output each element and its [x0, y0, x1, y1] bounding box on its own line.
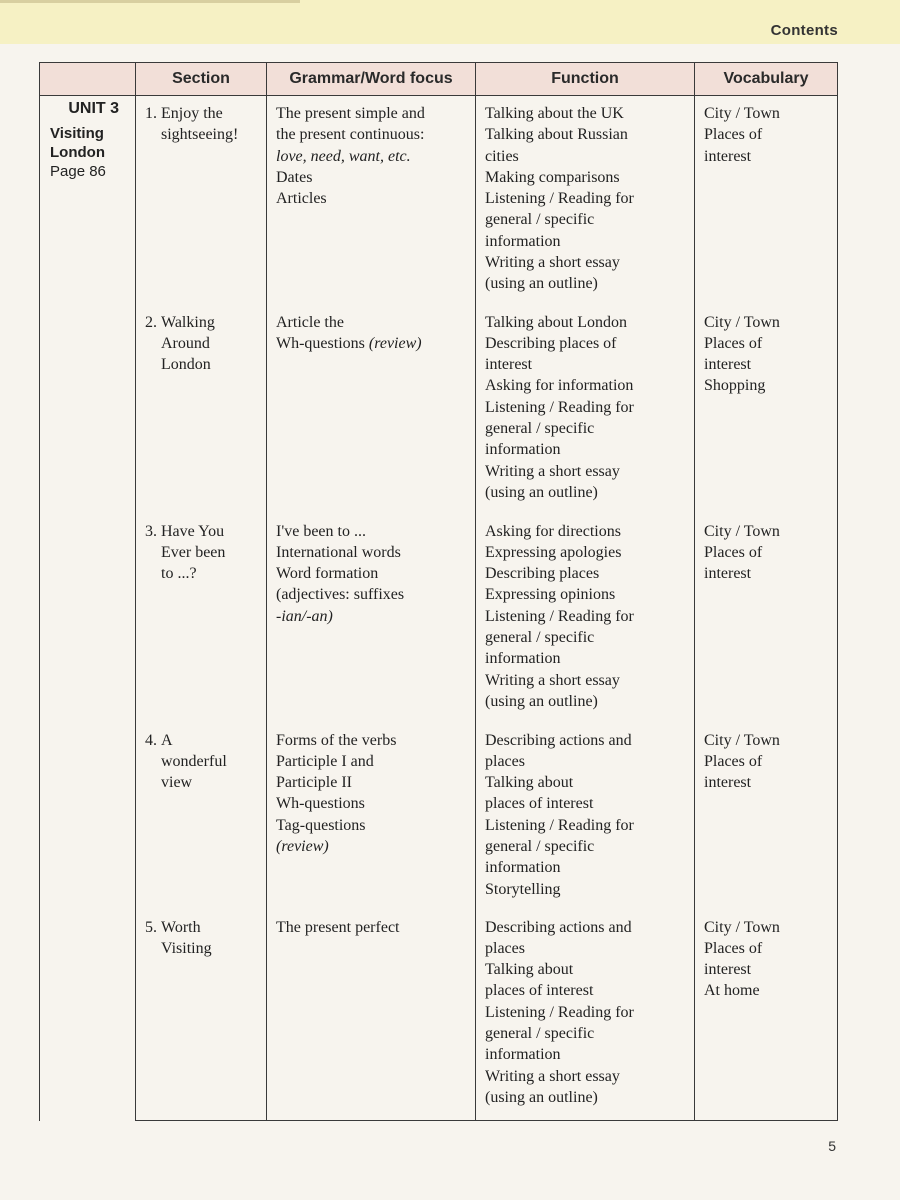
header-section: Section	[136, 63, 267, 96]
function-text	[477, 306, 693, 504]
function-cell	[476, 514, 695, 723]
function-text-line: Writing a short essay	[485, 462, 620, 480]
grammar-text-line: Wh-questions (review)	[276, 334, 422, 352]
function-text-line: Talking about	[485, 774, 574, 792]
section-number: 3.	[145, 522, 157, 540]
grammar-text-line: Articles	[276, 190, 327, 208]
function-text-line: Listening / Reading for	[485, 1003, 634, 1021]
section-title-line: Have You	[161, 522, 225, 540]
vocabulary-cell	[695, 723, 838, 910]
grammar-text-line: -ian/-an)	[276, 607, 333, 625]
section-cell	[136, 723, 267, 910]
function-text-line: general / specific	[485, 211, 595, 229]
header-vocabulary: Vocabulary	[695, 63, 838, 96]
grammar-text-line: (adjectives: suffixes	[276, 586, 405, 604]
section-title-line: Visiting	[161, 939, 212, 957]
function-text-line: interest	[485, 356, 533, 374]
function-text-line: (using an outline)	[485, 692, 598, 710]
grammar-text-line: Tag-questions	[276, 816, 366, 834]
function-text-line: Writing a short essay	[485, 254, 620, 272]
grammar-text	[268, 724, 474, 858]
function-text-line: Listening / Reading for	[485, 398, 634, 416]
header-function: Function	[476, 63, 695, 96]
section-number: 2.	[145, 313, 157, 331]
function-text-line: Making comparisons	[485, 168, 620, 186]
function-text	[477, 97, 693, 295]
header-band	[0, 0, 900, 44]
function-text-line: Describing places	[485, 565, 600, 583]
section-cell	[136, 96, 267, 305]
section-title-line: view	[161, 774, 193, 792]
function-text-line: Asking for directions	[485, 522, 621, 540]
grammar-text-line: love, need, want, etc.	[276, 147, 411, 165]
function-text-line: information	[485, 650, 561, 668]
table-row	[40, 723, 838, 910]
grammar-text-line: The present perfect	[276, 918, 400, 936]
vocabulary-text-line: City / Town	[704, 918, 780, 936]
vocabulary-cell	[695, 96, 838, 305]
grammar-text-line: Article the	[276, 313, 344, 331]
section-number: 5.	[145, 918, 157, 936]
vocabulary-text-line: City / Town	[704, 522, 780, 540]
function-text-line: Describing actions and	[485, 731, 632, 749]
function-text-line: general / specific	[485, 837, 595, 855]
vocabulary-text-line: Places of	[704, 543, 763, 561]
contents-table	[39, 62, 838, 1121]
grammar-text-line: International words	[276, 543, 401, 561]
vocabulary-text-line: interest	[704, 356, 752, 374]
grammar-cell	[267, 723, 476, 910]
grammar-text	[268, 306, 474, 355]
section-title-line: London	[161, 356, 211, 374]
grammar-text-line: (review)	[276, 837, 329, 855]
vocabulary-cell	[695, 910, 838, 1121]
grammar-text-line: I've been to ...	[276, 522, 366, 540]
section-title-line: wonderful	[161, 752, 227, 770]
function-text	[477, 911, 693, 1109]
section-title-line: Walking	[161, 313, 215, 331]
header-unit-column	[40, 63, 136, 96]
vocabulary-text	[696, 724, 836, 794]
vocabulary-text-line: interest	[704, 565, 752, 583]
header-grammar: Grammar/Word focus	[267, 63, 476, 96]
vocabulary-text	[696, 306, 836, 397]
vocabulary-text	[696, 97, 836, 167]
function-text-line: general / specific	[485, 419, 595, 437]
function-text-line: (using an outline)	[485, 275, 598, 293]
vocabulary-text-line: City / Town	[704, 731, 780, 749]
function-text-line: places	[485, 752, 525, 770]
function-text-line: Storytelling	[485, 880, 561, 898]
function-text-line: Talking about the UK	[485, 105, 624, 122]
function-text-line: Expressing opinions	[485, 586, 616, 604]
section-title-line: Around	[161, 334, 210, 352]
section-cell	[136, 514, 267, 723]
vocabulary-cell	[695, 305, 838, 514]
function-text-line: Listening / Reading for	[485, 607, 634, 625]
section-title	[157, 312, 215, 376]
vocabulary-text-line: interest	[704, 774, 752, 792]
table-row	[40, 910, 838, 1121]
grammar-text-line: Dates	[276, 168, 313, 186]
function-text-line: Expressing apologies	[485, 543, 622, 561]
unit-name-line: Visiting	[50, 125, 104, 142]
function-text-line: places	[485, 939, 525, 957]
section-number: 1.	[145, 105, 157, 122]
vocabulary-text-line: Places of	[704, 752, 763, 770]
vocabulary-text-line: Places of	[704, 334, 763, 352]
function-text-line: Describing places of	[485, 334, 617, 352]
section-title-line: sightseeing!	[161, 126, 239, 144]
function-text-line: general / specific	[485, 1024, 595, 1042]
section-title-line: to ...?	[161, 565, 197, 583]
function-text-line: (using an outline)	[485, 1088, 598, 1106]
section-title	[157, 917, 212, 960]
function-text-line: Writing a short essay	[485, 671, 620, 689]
function-text-line: information	[485, 441, 561, 459]
table-row	[40, 305, 838, 514]
section-number: 4.	[145, 731, 157, 749]
unit-page: Page 86	[50, 163, 106, 180]
function-text-line: information	[485, 232, 561, 250]
function-text-line: general / specific	[485, 628, 595, 646]
grammar-cell	[267, 305, 476, 514]
function-text	[477, 724, 693, 900]
grammar-text-line: the present continuous:	[276, 126, 425, 144]
vocabulary-text	[696, 911, 836, 1002]
function-cell	[476, 910, 695, 1121]
table-header-row	[40, 63, 838, 96]
function-text-line: information	[485, 1046, 561, 1064]
unit-cell	[40, 96, 136, 1121]
vocabulary-text-line: At home	[704, 982, 760, 1000]
section-title	[157, 730, 227, 794]
grammar-text	[268, 97, 474, 209]
section-title	[157, 103, 238, 146]
function-text-line: Asking for information	[485, 377, 634, 395]
function-text-line: places of interest	[485, 795, 594, 813]
function-text-line: (using an outline)	[485, 483, 598, 501]
vocabulary-text-line: Places of	[704, 126, 763, 144]
section-title	[157, 521, 225, 585]
function-cell	[476, 305, 695, 514]
function-text-line: Talking about Russian	[485, 126, 628, 144]
section-cell	[136, 910, 267, 1121]
function-cell	[476, 96, 695, 305]
grammar-text-line: Participle II	[276, 774, 352, 792]
table-row	[40, 96, 838, 305]
vocabulary-text-line: interest	[704, 147, 752, 165]
vocabulary-cell	[695, 514, 838, 723]
function-cell	[476, 723, 695, 910]
grammar-text	[268, 515, 474, 627]
vocabulary-text-line: City / Town	[704, 105, 780, 122]
unit-label: UNIT 3	[68, 100, 119, 117]
function-text-line: cities	[485, 147, 519, 165]
function-text	[477, 515, 693, 713]
page-number: 5	[828, 1138, 836, 1154]
section-title-line: Worth	[161, 918, 201, 936]
table-row	[40, 514, 838, 723]
grammar-text	[268, 911, 474, 938]
vocabulary-text-line: Places of	[704, 939, 763, 957]
grammar-cell	[267, 96, 476, 305]
function-text-line: Talking about	[485, 961, 574, 979]
unit-name-line: London	[50, 144, 105, 161]
function-text-line: Listening / Reading for	[485, 816, 634, 834]
vocabulary-text-line: Shopping	[704, 377, 766, 395]
grammar-text-line: The present simple and	[276, 105, 425, 122]
function-text-line: information	[485, 859, 561, 877]
section-title-line: Enjoy the	[161, 105, 223, 122]
vocabulary-text-line: City / Town	[704, 313, 780, 331]
page-header-title: Contents	[770, 22, 838, 39]
section-title-line: Ever been	[161, 543, 226, 561]
vocabulary-text	[696, 515, 836, 585]
section-title-line: A	[161, 731, 173, 749]
grammar-text-line: Wh-questions	[276, 795, 365, 813]
grammar-text-line: Participle I and	[276, 752, 374, 770]
grammar-cell	[267, 910, 476, 1121]
function-text-line: Listening / Reading for	[485, 190, 634, 208]
section-cell	[136, 305, 267, 514]
function-text-line: places of interest	[485, 982, 594, 1000]
function-text-line: Describing actions and	[485, 918, 632, 936]
function-text-line: Writing a short essay	[485, 1067, 620, 1085]
grammar-cell	[267, 514, 476, 723]
grammar-text-line: Forms of the verbs	[276, 731, 397, 749]
grammar-text-line: Word formation	[276, 565, 379, 583]
function-text-line: Talking about London	[485, 313, 627, 331]
header-tab-line	[0, 0, 300, 3]
vocabulary-text-line: interest	[704, 961, 752, 979]
